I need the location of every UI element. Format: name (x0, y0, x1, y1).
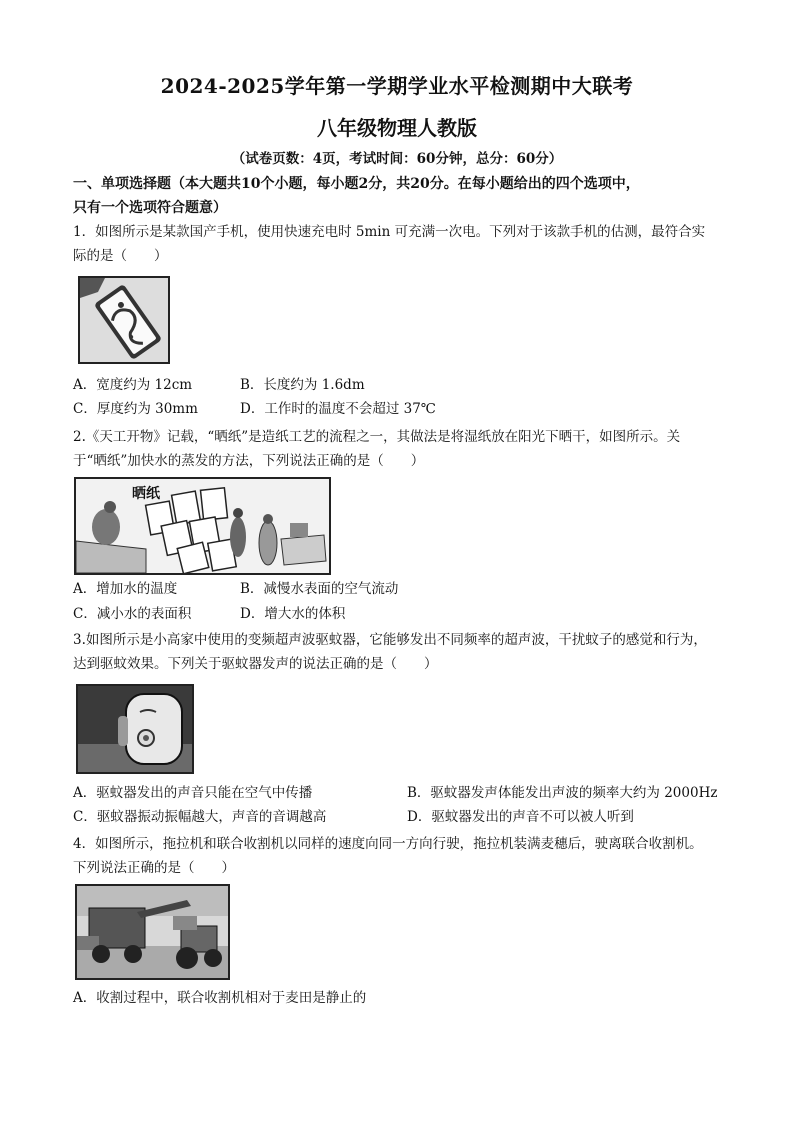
question-3-line1: 3.如图所示是小高家中使用的变频超声波驱蚊器，它能够发出不同频率的超声波，干扰蚊子的感觉和行为， (73, 632, 707, 648)
question-4-line1: 4．如图所示，拖拉机和联合收割机以同样的速度向同一方向行驶，拖拉机装满麦穗后，驶离联合收割机。 (73, 836, 703, 852)
q2-option-a: A．增加水的温度 (73, 581, 178, 597)
mosquito-repeller-image (78, 686, 192, 772)
question-2-line2: 于“晒纸”加快水的蒸发的方法，下列说法正确的是（ ） (73, 453, 425, 469)
q3-option-b: B．驱蚊器发声体能发出声波的频率大约为 2000Hz (407, 785, 718, 801)
question-3-line2: 达到驱蚊效果。下列关于驱蚊器发声的说法正确的是（ ） (73, 656, 438, 672)
q1-option-c: C．厚度约为 30mm (73, 401, 198, 417)
phone-image (80, 278, 168, 362)
question-1 (73, 220, 738, 268)
question-2-line1: 2.《天工开物》记载，“晒纸”是造纸工艺的流程之一，其做法是将湿纸放在阳光下晒干，如图所示。关 (73, 429, 681, 445)
paper-drying-image (76, 479, 329, 573)
q1-option-a: A．宽度约为 12cm (73, 377, 193, 393)
q1-option-b: B．长度约为 1.6dm (240, 377, 365, 393)
q2-option-b: B．减慢水表面的空气流动 (240, 581, 399, 597)
q3-option-c: C．驱蚊器振动振幅越大，声音的音调越高 (73, 809, 327, 825)
exam-meta: （试卷页数：4页，考试时间：60分钟，总分：60分） (231, 151, 563, 167)
question-1-line1: 1．如图所示是某款国产手机，使用快速充电时 5min 可充满一次电。下列对于该款手机的估测，最符合实 (73, 224, 706, 240)
q1-option-d: D．工作时的温度不会超过 37℃ (240, 401, 436, 417)
question-3 (73, 628, 738, 676)
phone-figure (78, 276, 170, 364)
paper-drying-label: 晒纸 (132, 486, 160, 502)
section-heading-line2: 只有一个选项符合题意） (73, 200, 227, 216)
section-heading (73, 172, 733, 220)
paper-drying-figure (74, 477, 331, 575)
mosquito-repeller-figure (76, 684, 194, 774)
section-heading-line1: 一、单项选择题（本大题共10个小题，每小题2分，共20分。在每小题给出的四个选项中， (73, 176, 640, 192)
q3-option-a: A．驱蚊器发出的声音只能在空气中传播 (73, 785, 313, 801)
harvester-image (77, 886, 228, 978)
q3-option-d: D．驱蚊器发出的声音不可以被人听到 (407, 809, 634, 825)
question-1-line2: 际的是（ ） (73, 248, 168, 264)
exam-title: 2024-2025学年第一学期学业水平检测期中大联考 (160, 74, 634, 98)
q2-option-d: D．增大水的体积 (240, 606, 346, 622)
exam-subtitle: 八年级物理人教版 (317, 116, 477, 140)
question-4-line2: 下列说法正确的是（ ） (73, 860, 235, 876)
q4-option-a: A．收割过程中，联合收割机相对于麦田是静止的 (73, 990, 367, 1006)
question-4 (73, 832, 738, 880)
q2-option-c: C．减小水的表面积 (73, 606, 192, 622)
harvester-figure (75, 884, 230, 980)
question-2 (73, 425, 738, 473)
